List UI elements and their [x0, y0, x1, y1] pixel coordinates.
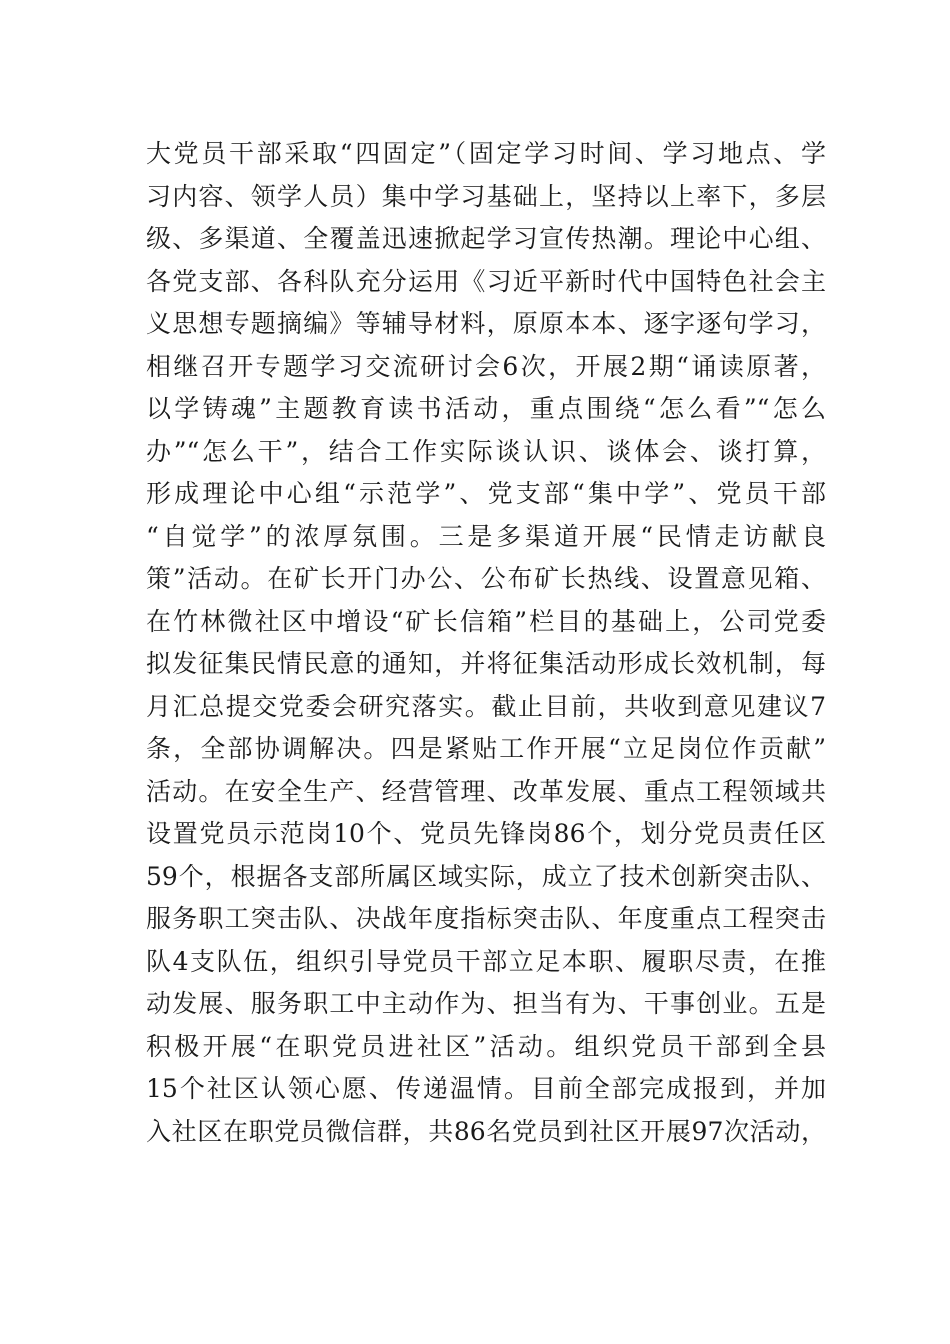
- text-line: 义思想专题摘编》等辅导材料，原原本本、逐字逐句学习，: [146, 309, 826, 338]
- text-line: 活动。在安全生产、经营管理、改革发展、重点工程领域共: [146, 776, 826, 806]
- text-line: 拟发征集民情民意的通知，并将征集活动形成长效机制，每: [146, 649, 826, 678]
- text-line: 习内容、领学人员）集中学习基础上，坚持以上率下，多层: [146, 181, 826, 211]
- text-line: 设置党员示范岗10个、党员先锋岗86个，划分党员责任区: [146, 819, 826, 848]
- text-line: 各党支部、各科队充分运用《习近平新时代中国特色社会主: [146, 266, 826, 296]
- text-line: 动发展、服务职工中主动作为、担当有为、干事创业。五是: [146, 989, 826, 1018]
- text-line: 以学铸魂”主题教育读书活动，重点围绕“怎么看”“怎么: [146, 394, 826, 423]
- text-line: 月汇总提交党委会研究落实。截止目前，共收到意见建议7: [146, 691, 826, 721]
- text-line: 相继召开专题学习交流研讨会6次，开展2期“诵读原著，: [146, 351, 826, 381]
- text-line: 大党员干部采取“四固定”（固定学习时间、学习地点、学: [146, 139, 826, 168]
- text-line: 服务职工突击队、决战年度指标突击队、年度重点工程突击: [146, 904, 826, 933]
- text-line: 办”“怎么干”，结合工作实际谈认识、谈体会、谈打算，: [146, 436, 826, 466]
- text-line: 在竹林微社区中增设“矿长信箱”栏目的基础上，公司党委: [146, 606, 826, 636]
- body-text: [146, 133, 826, 1153]
- text-line: 积极开展“在职党员进社区”活动。组织党员干部到全县: [146, 1031, 826, 1061]
- text-line: 条，全部协调解决。四是紧贴工作开展“立足岗位作贡献”: [146, 734, 826, 763]
- text-line: “自觉学”的浓厚氛围。三是多渠道开展“民情走访献良: [146, 521, 826, 551]
- text-line: 策”活动。在矿长开门办公、公布矿长热线、设置意见箱、: [146, 564, 826, 593]
- text-line: 15个社区认领心愿、传递温情。目前全部完成报到，并加: [146, 1074, 826, 1103]
- text-line: 入社区在职党员微信群，共86名党员到社区开展97次活动，: [146, 1116, 826, 1146]
- text-line: 队4支队伍，组织引导党员干部立足本职、履职尽责，在推: [146, 946, 826, 976]
- text-line: 形成理论中心组“示范学”、党支部“集中学”、党员干部: [146, 479, 826, 508]
- text-line: 级、多渠道、全覆盖迅速掀起学习宣传热潮。理论中心组、: [146, 224, 826, 253]
- text-line: 59个，根据各支部所属区域实际，成立了技术创新突击队、: [146, 861, 826, 891]
